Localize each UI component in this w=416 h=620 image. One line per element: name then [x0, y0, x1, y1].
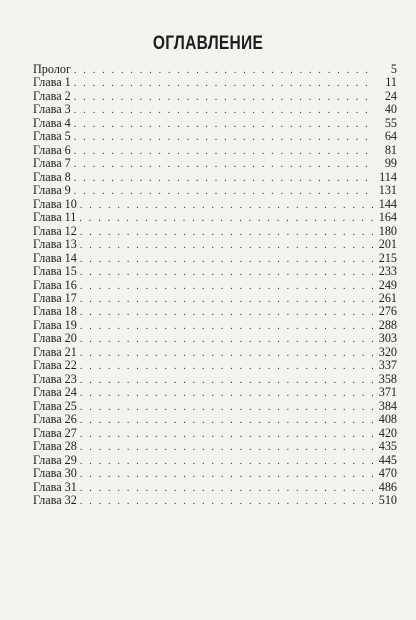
toc-entry-label: Глава 13	[33, 237, 77, 252]
toc-entry-label: Глава 15	[33, 264, 77, 279]
dot-leader	[74, 64, 373, 77]
toc-entry-page-number: 249	[378, 277, 397, 292]
toc-entry-label: Глава 23	[33, 371, 77, 386]
toc-entry	[33, 481, 397, 494]
toc-entry-page-number: 81	[384, 142, 397, 157]
toc-entry-page-number: 201	[378, 237, 397, 252]
toc-entry-label: Глава 4	[33, 115, 71, 130]
toc-entry-page-number: 55	[384, 115, 397, 130]
toc-entry	[33, 440, 397, 453]
toc-entry-page-number: 24	[384, 88, 397, 103]
toc-entry	[33, 413, 397, 426]
toc-entry-label: Глава 25	[33, 398, 77, 413]
toc-entry-label: Глава 16	[33, 277, 77, 292]
dot-leader	[74, 185, 373, 198]
toc-entry	[33, 359, 397, 372]
dot-leader	[80, 401, 373, 414]
toc-entry-label: Глава 31	[33, 479, 77, 494]
dot-leader	[74, 158, 373, 171]
toc-entry-page-number: 99	[384, 156, 397, 171]
dot-leader	[80, 482, 373, 495]
toc-entry-page-number: 276	[378, 304, 397, 319]
dot-leader	[80, 199, 373, 212]
toc-entry	[33, 144, 397, 157]
toc-entry	[33, 76, 397, 89]
toc-entry-page-number: 40	[384, 102, 397, 117]
toc-entry	[33, 373, 397, 386]
toc-entry-label: Глава 14	[33, 250, 77, 265]
toc-entry-label: Глава 7	[33, 156, 71, 171]
dot-leader	[79, 212, 373, 225]
toc-entry-page-number: 233	[378, 264, 397, 279]
toc-entry-page-number: 11	[385, 75, 397, 90]
toc-entry-page-number: 5	[390, 62, 397, 76]
dot-leader	[80, 320, 373, 333]
toc-entry	[33, 184, 397, 197]
toc-entry-page-number: 303	[378, 331, 397, 346]
toc-entry-label: Глава 1	[33, 75, 71, 90]
toc-entry	[33, 130, 397, 143]
toc-entry-page-number: 445	[378, 452, 397, 467]
toc-entry	[33, 63, 397, 76]
toc-entry-page-number: 288	[378, 317, 397, 332]
toc-entry	[33, 305, 397, 318]
toc-entry-label: Глава 22	[33, 358, 77, 373]
dot-leader	[80, 266, 373, 279]
toc-entry	[33, 400, 397, 413]
toc-entry-page-number: 337	[378, 358, 397, 373]
dot-leader	[80, 468, 373, 481]
toc-entry-label: Глава 3	[33, 102, 71, 117]
toc-entry-page-number: 435	[378, 439, 397, 454]
toc-entry	[33, 467, 397, 480]
toc-entry-label: Глава 28	[33, 439, 77, 454]
toc-entry-page-number: 180	[378, 223, 397, 238]
toc-entry	[33, 279, 397, 292]
dot-leader	[74, 131, 373, 144]
toc-entry-label: Глава 11	[33, 210, 77, 225]
dot-leader	[80, 306, 373, 319]
dot-leader	[80, 360, 373, 373]
toc-entry-label: Глава 32	[33, 493, 77, 507]
dot-leader	[80, 428, 373, 441]
dot-leader	[74, 172, 373, 185]
dot-leader	[80, 226, 373, 239]
toc-entry-page-number: 408	[378, 412, 397, 427]
toc-entry-label: Глава 27	[33, 425, 77, 440]
toc-entry-label: Глава 29	[33, 452, 77, 467]
dot-leader	[80, 387, 373, 400]
dot-leader	[80, 333, 373, 346]
dot-leader	[80, 374, 373, 387]
toc-entry-label: Глава 26	[33, 412, 77, 427]
toc-entry	[33, 346, 397, 359]
toc-entry	[33, 90, 397, 103]
toc-entry-page-number: 144	[378, 196, 397, 211]
toc-entry	[33, 157, 397, 170]
toc-entry	[33, 117, 397, 130]
toc-entry	[33, 171, 397, 184]
toc-entry-page-number: 510	[378, 493, 397, 507]
toc-entry-page-number: 486	[378, 479, 397, 494]
dot-leader	[74, 145, 373, 158]
toc-entry-page-number: 371	[378, 385, 397, 400]
page-title: ОГЛАВЛЕНИЕ	[152, 33, 264, 54]
dot-leader	[74, 118, 373, 131]
toc-entry-label: Глава 12	[33, 223, 77, 238]
dot-leader	[80, 280, 373, 293]
toc-entry	[33, 386, 397, 399]
table-of-contents	[33, 63, 397, 507]
toc-entry	[33, 198, 397, 211]
toc-entry-label: Глава 20	[33, 331, 77, 346]
toc-entry-page-number: 420	[378, 425, 397, 440]
toc-entry-label: Глава 8	[33, 169, 71, 184]
toc-entry	[33, 252, 397, 265]
toc-entry	[33, 494, 397, 507]
dot-leader	[80, 495, 373, 508]
dot-leader	[80, 414, 373, 427]
toc-entry	[33, 225, 397, 238]
toc-entry-label: Пролог	[33, 62, 72, 76]
toc-entry-page-number: 114	[379, 169, 397, 184]
bleed-through-text	[0, 0, 416, 16]
toc-entry-label: Глава 19	[33, 317, 77, 332]
dot-leader	[80, 253, 373, 266]
toc-entry-page-number: 320	[378, 344, 397, 359]
dot-leader	[80, 455, 373, 468]
dot-leader	[80, 441, 373, 454]
dot-leader	[74, 104, 373, 117]
toc-entry-page-number: 64	[384, 129, 397, 144]
toc-entry-page-number: 358	[378, 371, 397, 386]
toc-entry	[33, 319, 397, 332]
toc-entry	[33, 238, 397, 251]
toc-entry	[33, 265, 397, 278]
toc-entry-page-number: 261	[378, 290, 397, 305]
toc-entry-page-number: 215	[378, 250, 397, 265]
toc-entry	[33, 211, 397, 224]
toc-entry-label: Глава 18	[33, 304, 77, 319]
toc-entry-label: Глава 10	[33, 196, 77, 211]
toc-entry-label: Глава 2	[33, 88, 71, 103]
toc-entry	[33, 103, 397, 116]
toc-entry-label: Глава 30	[33, 466, 77, 481]
toc-entry-page-number: 384	[378, 398, 397, 413]
toc-entry	[33, 454, 397, 467]
toc-entry-label: Глава 6	[33, 142, 71, 157]
toc-entry-label: Глава 9	[33, 183, 71, 198]
toc-entry-label: Глава 17	[33, 290, 77, 305]
toc-entry-label: Глава 21	[33, 344, 77, 359]
dot-leader	[80, 347, 373, 360]
dot-leader	[80, 293, 373, 306]
toc-entry-page-number: 470	[378, 466, 397, 481]
toc-entry-label: Глава 5	[33, 129, 71, 144]
toc-entry-page-number: 131	[378, 183, 397, 198]
toc-entry	[33, 332, 397, 345]
toc-entry	[33, 292, 397, 305]
dot-leader	[74, 91, 373, 104]
dot-leader	[80, 239, 373, 252]
toc-entry	[33, 427, 397, 440]
dot-leader	[74, 77, 373, 90]
toc-entry-page-number: 164	[378, 210, 397, 225]
toc-entry-label: Глава 24	[33, 385, 77, 400]
